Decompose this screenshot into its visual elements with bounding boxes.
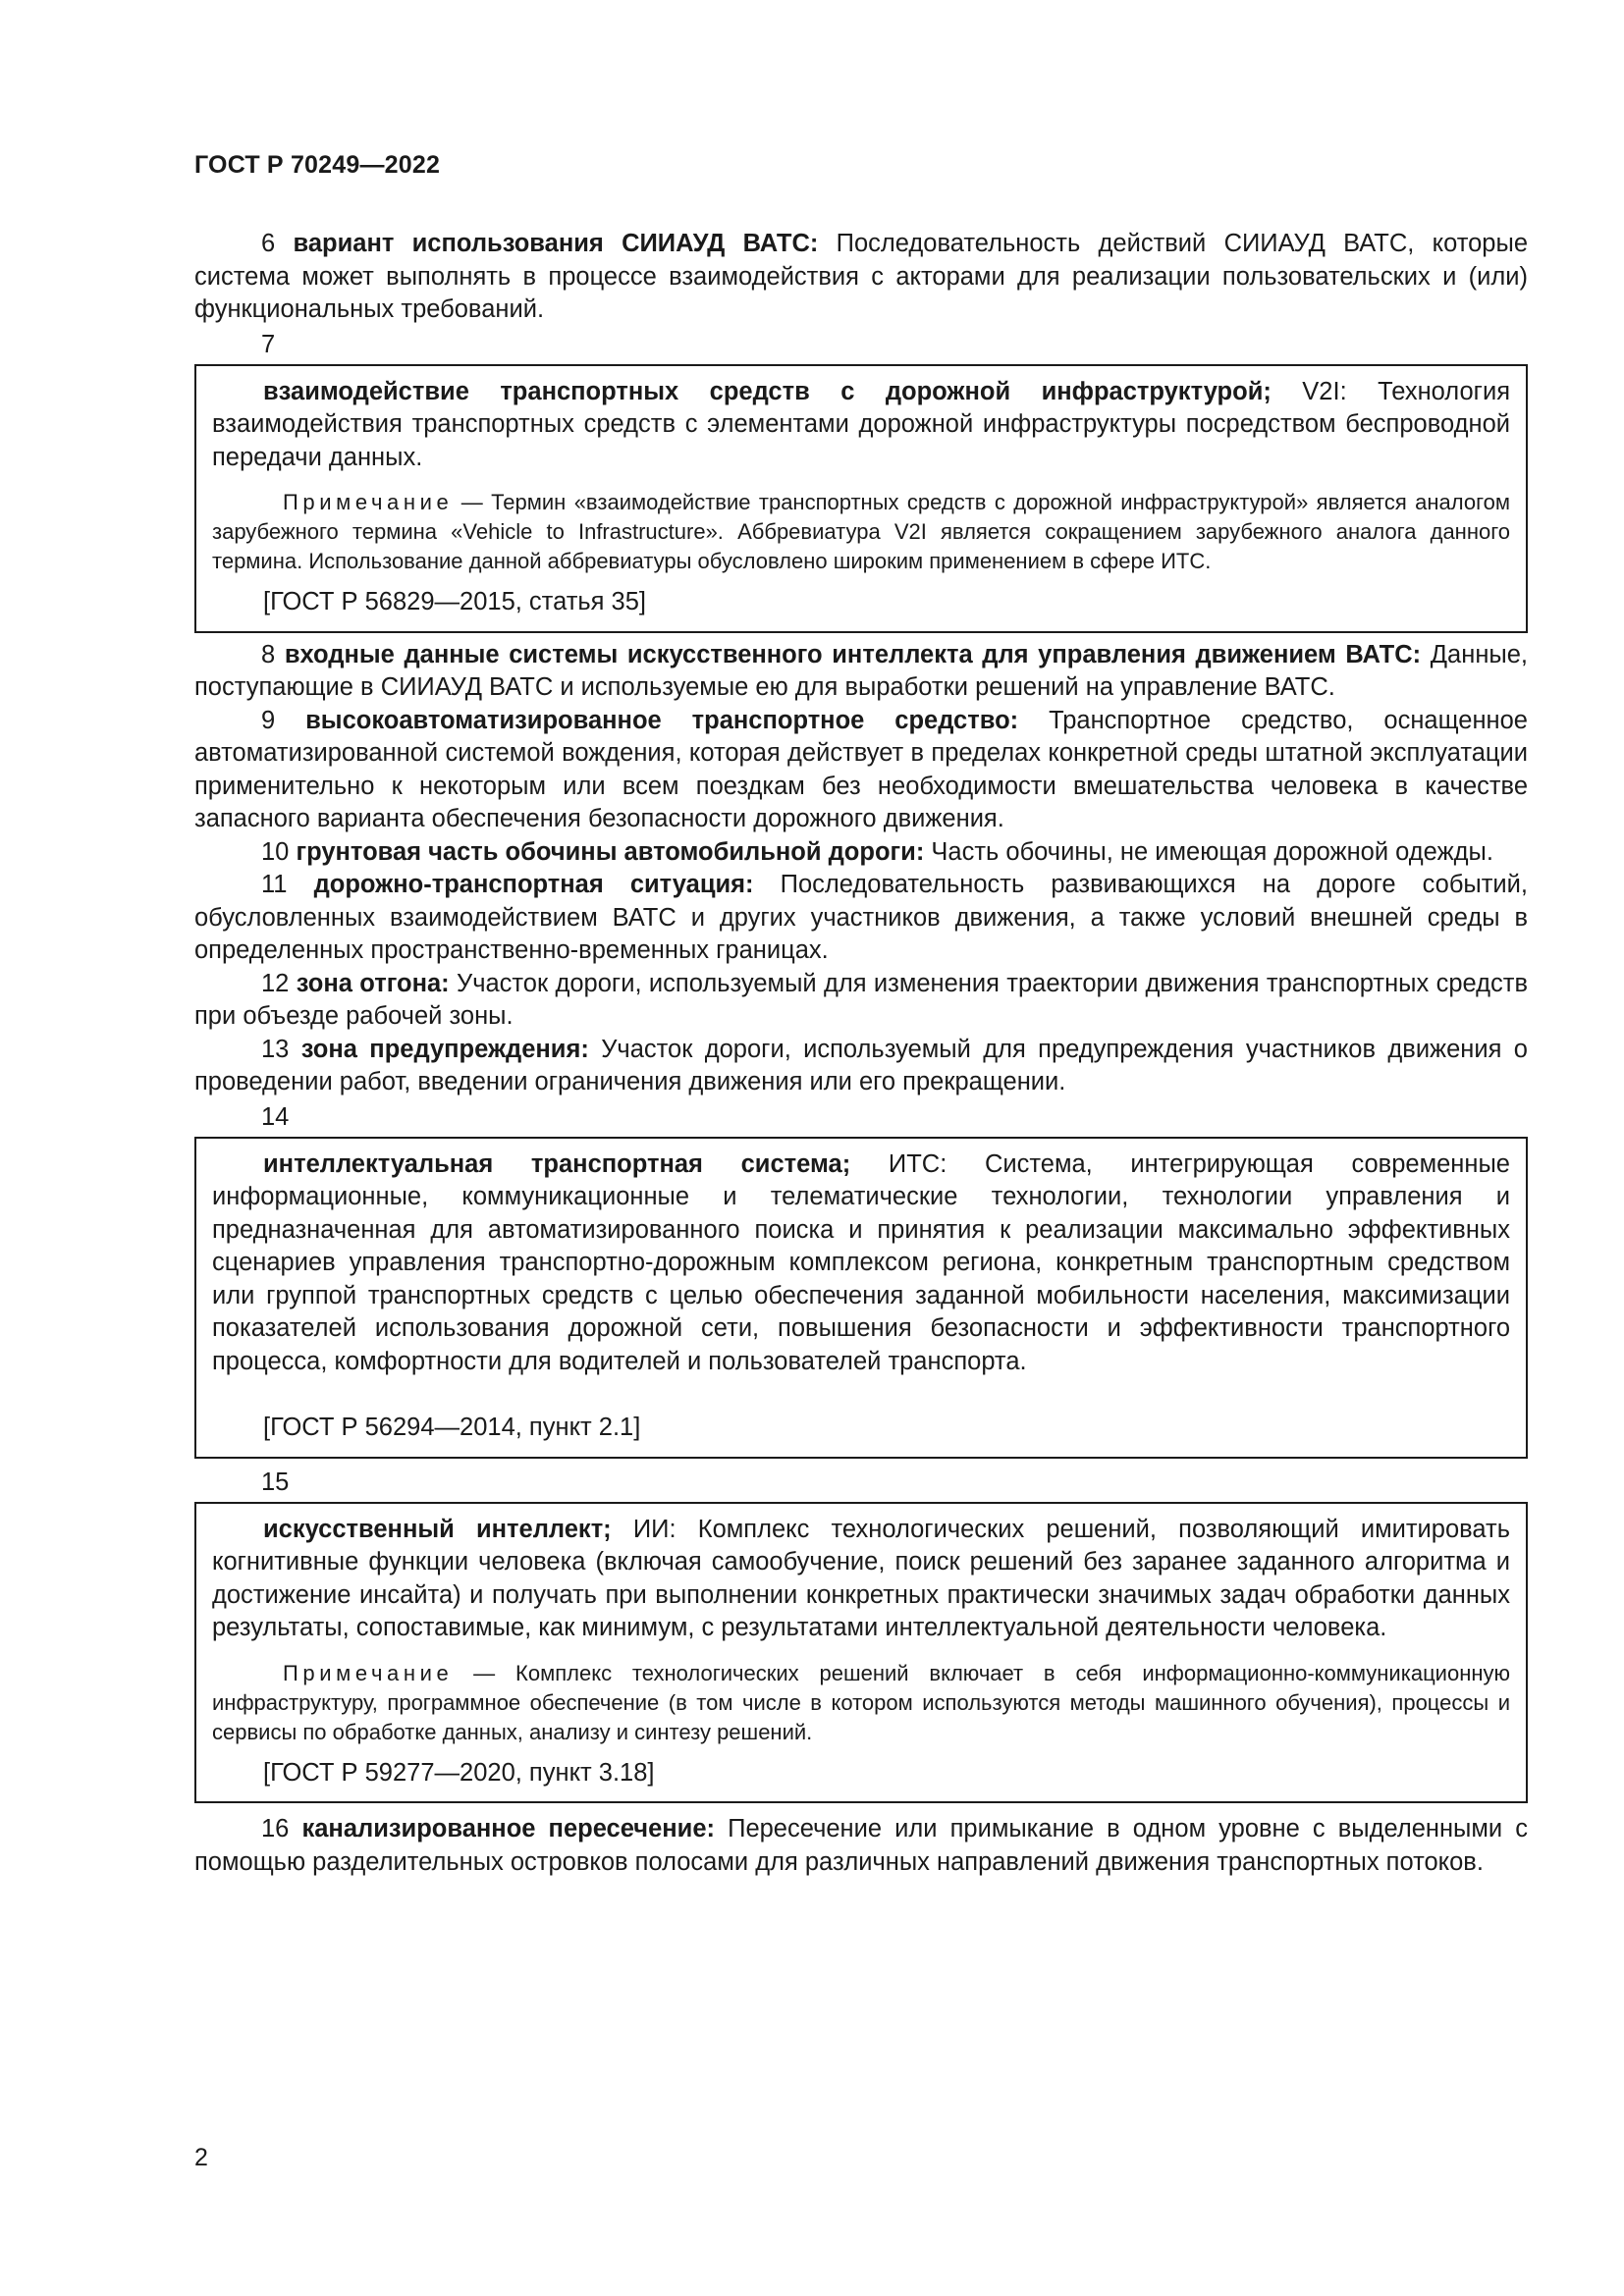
entry-source: [ГОСТ Р 59277—2020, пункт 3.18] (263, 1758, 655, 1787)
entry-note (212, 488, 1510, 576)
entry-10 (194, 836, 1528, 870)
entry-term: искусственный интеллект; (263, 1515, 612, 1543)
note-label: Примечание (283, 1660, 454, 1685)
entry-number-7: 7 (261, 330, 276, 358)
entry-8 (194, 639, 1528, 705)
entry-6 (194, 228, 1528, 327)
entry-number: 10 (261, 837, 290, 866)
entry-13 (194, 1034, 1528, 1099)
entry-definition: Часть обочины, не имеющая дорожной одежды. (924, 837, 1493, 866)
note-text: — Комплекс технологических решений включает в себя информационно-коммуникационную инфраструктуру, программное обеспечение (в том числе в котором используются методы машинного обучения), процессы и сервисы по обработке данных, анализу и синтезу решений. (212, 1660, 1510, 1744)
entry-term: зона предупреждения: (300, 1035, 589, 1063)
entry-7 (212, 376, 1510, 475)
entry-14 (212, 1148, 1510, 1379)
quoted-term-box-14 (194, 1137, 1528, 1459)
entry-number: 16 (261, 1815, 290, 1842)
entry-term: входные данные системы искусственного интеллекта для управления движением ВАТС: (284, 640, 1422, 668)
entry-source: [ГОСТ Р 56294—2014, пункт 2.1] (263, 1414, 641, 1441)
entry-term: высокоавтоматизированное транспортное средство: (305, 706, 1019, 734)
entry-number: 9 (261, 706, 276, 734)
entry-term: интеллектуальная транспортная система; (263, 1149, 851, 1178)
entry-term: вариант использования СИИАУД ВАТС: (293, 230, 819, 257)
entry-definition: ИТС: Система, интегрирующая современные информационные, коммуникационные и телематические технологии, технологии управления и предназначенная для автоматизированного поиска и принятия к реализации максимально эффективных сценариев управления транспортно-дорожным комплексом региона, конкретным транспортным средством или группой транспортных средств с целью обеспечения заданной мобильности населения, максимизации показателей использования дорожной сети, повышения безопасности и эффективности транспортного процесса, комфортности для водителей и пользователей транспорта. (212, 1149, 1510, 1375)
entry-definition: Данные, поступающие в СИИАУД ВАТС и используемые ею для выработки решений на управление ВАТС. (194, 640, 1528, 701)
entry-definition: ИИ: Комплекс технологических решений, позволяющий имитировать когнитивные функции человека (включая самообучение, поиск решений без заранее заданного алгоритма и достижение инсайта) и получать при выполнении конкретных практически значимых задач обработки данных результаты, сопоставимые, как минимум, с результатами интеллектуальной деятельности человека. (212, 1515, 1510, 1641)
entry-number-15: 15 (261, 1468, 290, 1496)
entry-definition: Последовательность развивающихся на дороге событий, обусловленных взаимодействием ВАТС и других участников движения, а также условий внешней среды в определенных пространственно-временных границах. (194, 871, 1529, 964)
entry-term: канализированное пересечение: (301, 1815, 716, 1842)
entry-number-14: 14 (261, 1102, 290, 1131)
entry-number: 8 (261, 640, 276, 668)
entry-definition: Участок дороги, используемый для изменения траектории движения транспортных средств при объезде рабочей зоны. (194, 969, 1529, 1030)
entry-definition: Транспортное средство, оснащенное автоматизированной системой вождения, которая действует в пределах конкретной среды штатной эксплуатации применительно к некоторым или всем поездкам без необходимости вмешательства человека в качестве запасного варианта обеспечения безопасности дорожного движения. (194, 706, 1528, 832)
page-number: 2 (194, 2144, 208, 2171)
document-code-header: ГОСТ Р 70249—2022 (194, 151, 441, 179)
quoted-term-box-7 (194, 364, 1528, 633)
entry-11 (194, 869, 1528, 968)
note-text: — Термин «взаимодействие транспортных средств с дорожной инфраструктурой» является аналогом зарубежного термина «Vehicle to Infrastructure». Аббревиатура V2I является сокращением зарубежного аналога данного термина. Использование данной аббревиатуры обусловлено широким применением в сфере ИТС. (212, 490, 1510, 573)
entry-definition: Участок дороги, используемый для предупреждения участников движения о проведении работ, введении ограничения движения или его прекращении. (194, 1035, 1528, 1095)
entry-number: 6 (261, 230, 276, 257)
entry-term: грунтовая часть обочины автомобильной дороги: (296, 837, 925, 866)
entry-16 (194, 1813, 1528, 1879)
entry-term: зона отгона: (296, 969, 450, 997)
entry-definition: Пересечение или примыкание в одном уровне с выделенными с помощью разделительных островков полосами для различных направлений движения транспортных потоков. (194, 1815, 1528, 1876)
note-label: Примечание (283, 490, 454, 514)
entry-term: взаимодействие транспортных средств с дорожной инфраструктурой; (263, 377, 1272, 405)
entry-number: 11 (261, 871, 288, 898)
entry-12 (194, 968, 1528, 1034)
entry-definition: Последовательность действий СИИАУД ВАТС, которые система может выполнять в процессе взаимодействия с акторами для реализации пользовательских и (или) функциональных требований. (194, 230, 1529, 323)
quoted-term-box-15 (194, 1502, 1528, 1804)
entry-9 (194, 705, 1528, 836)
entry-number: 12 (261, 969, 290, 997)
entry-source: [ГОСТ Р 56829—2015, статья 35] (263, 588, 646, 615)
entry-definition: V2I: Технология взаимодействия транспортных средств с элементами дорожной инфраструктуры посредством беспроводной передачи данных. (212, 377, 1510, 471)
entry-term: дорожно-транспортная ситуация: (313, 871, 754, 898)
entry-note (212, 1659, 1510, 1747)
entry-15 (212, 1514, 1510, 1645)
entry-number: 13 (261, 1035, 290, 1063)
document-body (194, 228, 1528, 1879)
